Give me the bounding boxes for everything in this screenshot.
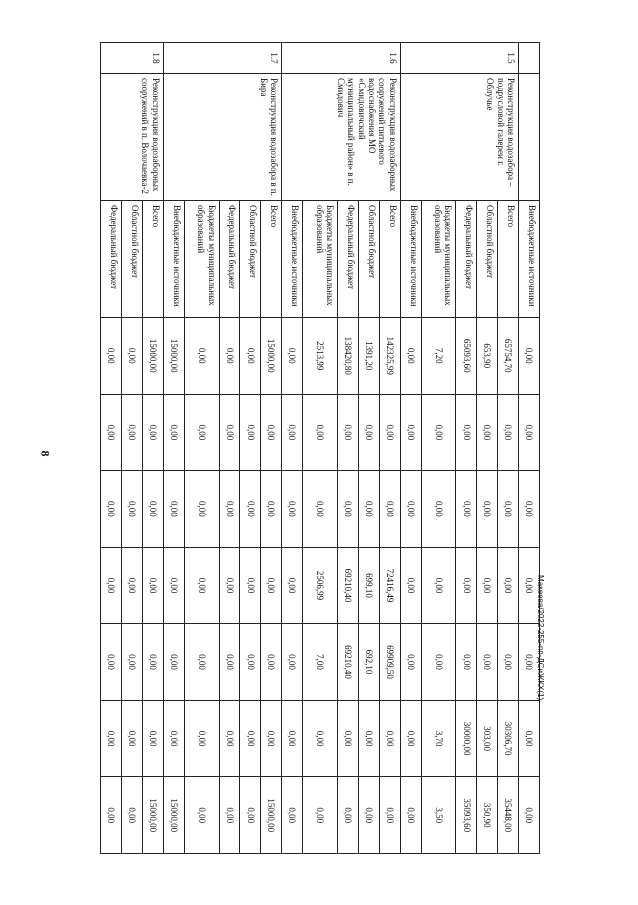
amount-cell: 0,00 [498,471,519,548]
amount-cell: 0,00 [519,547,540,624]
funding-source: Бюджеты муниципальных образований [421,201,456,318]
amount-cell: 7,20 [421,318,456,395]
amount-cell: 0,00 [122,547,143,624]
amount-cell: 0,00 [338,394,359,471]
funding-source: Внебюджетные источники [282,201,303,318]
amount-cell: 0,00 [421,547,456,624]
amount-cell: 0,00 [498,547,519,624]
amount-cell: 138420,80 [338,318,359,395]
item-name [519,74,540,201]
item-name: Реконструкция водозабора в п. Бира [163,74,281,201]
amount-cell: 0,00 [184,624,219,701]
amount-cell: 0,00 [122,700,143,777]
amount-cell: 0,00 [101,624,122,701]
funding-source: Федеральный бюджет [456,201,477,318]
funding-source: Всего [142,201,163,318]
amount-cell: 0,00 [184,318,219,395]
amount-cell: 0,00 [282,700,303,777]
funding-source: Федеральный бюджет [338,201,359,318]
amount-cell: 0,00 [400,700,421,777]
amount-cell: 2513,99 [303,318,338,395]
amount-cell: 0,00 [261,471,282,548]
amount-cell: 0,00 [282,624,303,701]
amount-cell: 0,00 [519,777,540,854]
amount-cell: 0,00 [101,777,122,854]
page-number: 8 [38,450,53,457]
amount-cell: 142325,99 [379,318,400,395]
funding-source: Всего [379,201,400,318]
amount-cell: 72416,49 [379,547,400,624]
amount-cell: 0,00 [101,471,122,548]
budget-table-body [101,43,540,854]
amount-cell: 350,90 [477,777,498,854]
amount-cell: 0,00 [184,700,219,777]
amount-cell: 0,00 [519,700,540,777]
funding-source: Всего [261,201,282,318]
amount-cell: 0,00 [240,394,261,471]
amount-cell: 0,00 [456,394,477,471]
amount-cell: 15000,00 [163,777,184,854]
amount-cell: 0,00 [142,394,163,471]
amount-cell: 0,00 [477,624,498,701]
amount-cell: 0,00 [101,547,122,624]
amount-cell: 0,00 [122,471,143,548]
amount-cell: 0,00 [184,394,219,471]
item-name: Реконструкция водозаборных сооружений в п. Волочаевка-2 [101,74,164,201]
amount-cell: 0,00 [219,471,240,548]
funding-source: Бюджеты муниципальных образований [184,201,219,318]
amount-cell: 35093,60 [456,777,477,854]
amount-cell: 0,00 [219,394,240,471]
item-number [519,43,540,74]
item-number: 1.8 [101,43,164,74]
amount-cell: 0,00 [101,700,122,777]
amount-cell: 0,00 [519,624,540,701]
amount-cell: 692,10 [358,624,379,701]
amount-cell: 0,00 [240,700,261,777]
amount-cell: 0,00 [184,777,219,854]
amount-cell: 0,00 [519,318,540,395]
item-name: Реконструкция водозаборных сооружений питьевого водоснабжения МО «Смидовичский муниципальный район» в п. Смидович [282,74,400,201]
budget-table [100,42,540,854]
item-number: 1.7 [163,43,281,74]
item-name: Реконструкция водозабора – подрусловой галереи г. Облучье [400,74,518,201]
amount-cell: 303,00 [477,700,498,777]
amount-cell: 3,50 [421,777,456,854]
amount-cell: 0,00 [142,700,163,777]
amount-cell: 0,00 [338,471,359,548]
amount-cell: 0,00 [163,624,184,701]
funding-source: Федеральный бюджет [219,201,240,318]
amount-cell: 0,00 [400,547,421,624]
amount-cell: 0,00 [240,777,261,854]
table-row [379,43,400,854]
amount-cell: 0,00 [358,777,379,854]
amount-cell: 30000,00 [456,700,477,777]
amount-cell: 15000,00 [261,777,282,854]
amount-cell: 69210,40 [338,624,359,701]
amount-cell: 0,00 [498,624,519,701]
amount-cell: 0,00 [282,547,303,624]
funding-source: Областной бюджет [122,201,143,318]
amount-cell: 0,00 [400,777,421,854]
amount-cell: 0,00 [219,624,240,701]
amount-cell: 0,00 [400,394,421,471]
amount-cell: 699,10 [358,547,379,624]
amount-cell: 653,90 [477,318,498,395]
table-row [142,43,163,854]
funding-source: Федеральный бюджет [101,201,122,318]
amount-cell: 0,00 [219,547,240,624]
amount-cell: 0,00 [240,624,261,701]
table-row [261,43,282,854]
amount-cell: 0,00 [163,547,184,624]
amount-cell: 0,00 [338,700,359,777]
amount-cell: 0,00 [400,624,421,701]
amount-cell: 0,00 [240,471,261,548]
amount-cell: 2506,99 [303,547,338,624]
amount-cell: 0,00 [338,777,359,854]
amount-cell: 0,00 [122,318,143,395]
amount-cell: 0,00 [303,777,338,854]
funding-source: Областной бюджет [477,201,498,318]
amount-cell: 0,00 [219,777,240,854]
amount-cell: 0,00 [122,624,143,701]
amount-cell: 0,00 [142,471,163,548]
amount-cell: 0,00 [379,700,400,777]
amount-cell: 0,00 [282,318,303,395]
amount-cell: 69909,50 [379,624,400,701]
amount-cell: 15000,00 [142,318,163,395]
funding-source: Областной бюджет [358,201,379,318]
document-code: Макеева/2022-255-пп-ДСиЖКХ(1) [536,575,545,701]
amount-cell: 7,00 [303,624,338,701]
amount-cell: 0,00 [421,394,456,471]
amount-cell: 0,00 [358,471,379,548]
amount-cell: 35448,00 [498,777,519,854]
amount-cell: 0,00 [379,777,400,854]
amount-cell: 0,00 [219,318,240,395]
amount-cell: 0,00 [184,471,219,548]
amount-cell: 0,00 [379,471,400,548]
amount-cell: 0,00 [358,700,379,777]
amount-cell: 0,00 [101,394,122,471]
funding-source: Внебюджетные источники [400,201,421,318]
amount-cell: 0,00 [142,547,163,624]
amount-cell: 0,00 [456,471,477,548]
amount-cell: 0,00 [219,700,240,777]
funding-source: Внебюджетные источники [163,201,184,318]
amount-cell: 0,00 [519,394,540,471]
amount-cell: 65754,70 [498,318,519,395]
amount-cell: 0,00 [261,700,282,777]
amount-cell: 15000,00 [163,318,184,395]
amount-cell: 69210,40 [338,547,359,624]
amount-cell: 0,00 [122,394,143,471]
item-number: 1.5 [400,43,518,74]
amount-cell: 0,00 [303,471,338,548]
amount-cell: 0,00 [122,777,143,854]
amount-cell: 0,00 [101,318,122,395]
amount-cell: 0,00 [519,471,540,548]
amount-cell: 0,00 [163,471,184,548]
amount-cell: 1391,20 [358,318,379,395]
amount-cell: 0,00 [303,700,338,777]
amount-cell: 3,70 [421,700,456,777]
amount-cell: 0,00 [142,624,163,701]
amount-cell: 0,00 [261,624,282,701]
amount-cell: 0,00 [498,394,519,471]
budget-table-wrapper [100,42,540,854]
amount-cell: 0,00 [379,394,400,471]
amount-cell: 0,00 [477,547,498,624]
amount-cell: 65093,60 [456,318,477,395]
amount-cell: 0,00 [456,547,477,624]
amount-cell: 0,00 [477,394,498,471]
amount-cell: 0,00 [184,547,219,624]
amount-cell: 0,00 [421,471,456,548]
funding-source: Внебюджетные источники [519,201,540,318]
amount-cell: 15000,00 [142,777,163,854]
amount-cell: 0,00 [400,471,421,548]
amount-cell: 0,00 [477,471,498,548]
amount-cell: 0,00 [163,394,184,471]
amount-cell: 0,00 [261,394,282,471]
amount-cell: 30306,70 [498,700,519,777]
amount-cell: 0,00 [400,318,421,395]
amount-cell: 0,00 [421,624,456,701]
funding-source: Областной бюджет [240,201,261,318]
amount-cell: 0,00 [282,471,303,548]
amount-cell: 0,00 [282,394,303,471]
amount-cell: 0,00 [358,394,379,471]
amount-cell: 0,00 [240,547,261,624]
funding-source: Бюджеты муниципальных образований [303,201,338,318]
amount-cell: 0,00 [456,624,477,701]
amount-cell: 15000,00 [261,318,282,395]
table-row [498,43,519,854]
amount-cell: 0,00 [303,394,338,471]
item-number: 1.6 [282,43,400,74]
amount-cell: 0,00 [261,547,282,624]
amount-cell: 0,00 [163,700,184,777]
amount-cell: 0,00 [240,318,261,395]
amount-cell: 0,00 [282,777,303,854]
funding-source: Всего [498,201,519,318]
